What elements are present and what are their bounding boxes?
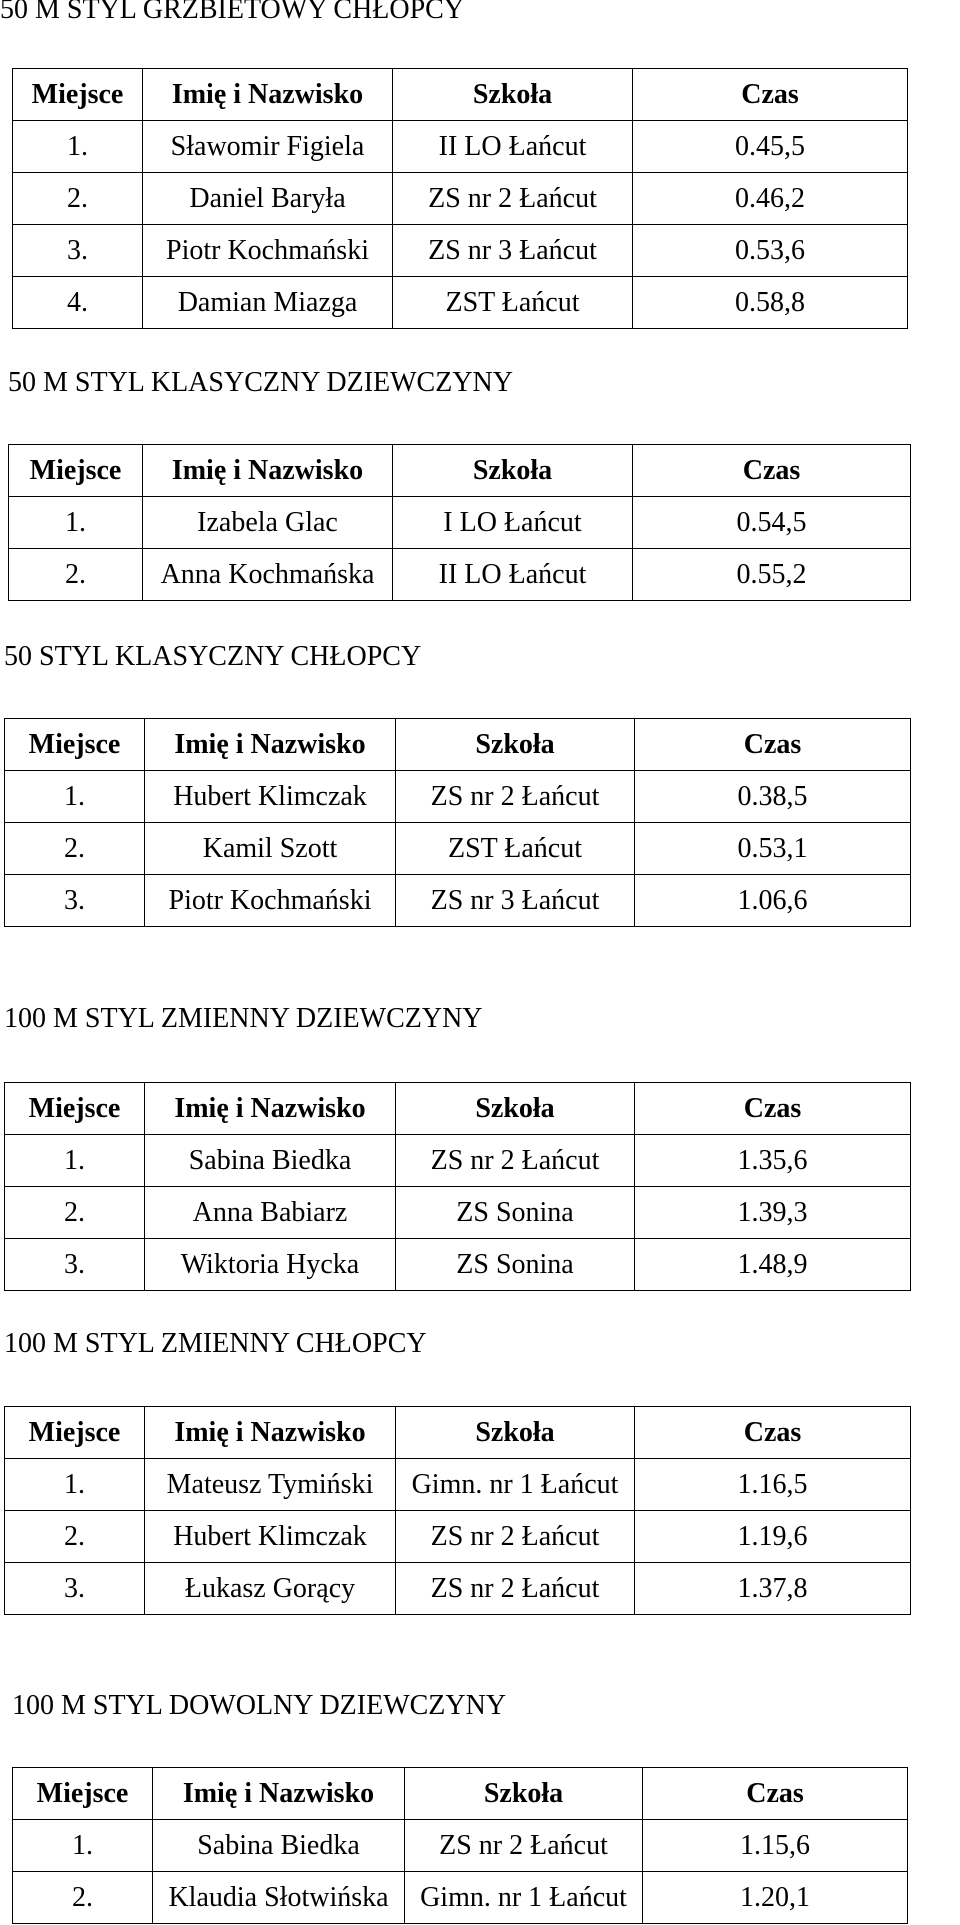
table-cell: 3. bbox=[13, 225, 143, 277]
table-cell: ZS nr 2 Łańcut bbox=[393, 173, 633, 225]
table-cell: ZS nr 2 Łańcut bbox=[396, 1135, 635, 1187]
table-cell: Łukasz Gorący bbox=[145, 1563, 396, 1615]
table-cell: Damian Miazga bbox=[143, 277, 393, 329]
table-row bbox=[13, 121, 908, 173]
table-header-row bbox=[9, 445, 911, 497]
table-row bbox=[5, 1459, 911, 1511]
results-table bbox=[4, 1406, 911, 1615]
column-header: Imię i Nazwisko bbox=[143, 445, 393, 497]
table-cell: Hubert Klimczak bbox=[145, 771, 396, 823]
section-title: 100 M STYL ZMIENNY DZIEWCZYNY bbox=[4, 1003, 483, 1034]
table-cell: 1.15,6 bbox=[643, 1820, 908, 1872]
table-cell: ZST Łańcut bbox=[393, 277, 633, 329]
table-cell: 2. bbox=[9, 549, 143, 601]
column-header: Szkoła bbox=[396, 1083, 635, 1135]
table-row bbox=[5, 1563, 911, 1615]
table-cell: 1. bbox=[5, 1459, 145, 1511]
table-cell: ZS nr 2 Łańcut bbox=[405, 1820, 643, 1872]
table-cell: 1.39,3 bbox=[635, 1187, 911, 1239]
column-header: Czas bbox=[635, 1083, 911, 1135]
table-cell: Daniel Baryła bbox=[143, 173, 393, 225]
table-header-row bbox=[13, 69, 908, 121]
table-row bbox=[9, 549, 911, 601]
table-cell: 4. bbox=[13, 277, 143, 329]
table-cell: ZS nr 2 Łańcut bbox=[396, 1563, 635, 1615]
table-cell: II LO Łańcut bbox=[393, 121, 633, 173]
column-header: Miejsce bbox=[13, 69, 143, 121]
table-cell: 1.19,6 bbox=[635, 1511, 911, 1563]
column-header: Miejsce bbox=[13, 1768, 153, 1820]
table-cell: 0.54,5 bbox=[633, 497, 911, 549]
table-header-row bbox=[5, 1083, 911, 1135]
column-header: Miejsce bbox=[5, 719, 145, 771]
table-header-row bbox=[13, 1768, 908, 1820]
table-cell: 0.53,1 bbox=[635, 823, 911, 875]
column-header: Szkoła bbox=[405, 1768, 643, 1820]
column-header: Szkoła bbox=[393, 69, 633, 121]
table-row bbox=[13, 225, 908, 277]
table-cell: 3. bbox=[5, 875, 145, 927]
table-cell: 1.48,9 bbox=[635, 1239, 911, 1291]
table-cell: Sabina Biedka bbox=[153, 1820, 405, 1872]
table-cell: Hubert Klimczak bbox=[145, 1511, 396, 1563]
table-cell: ZS nr 3 Łańcut bbox=[393, 225, 633, 277]
table-cell: 0.58,8 bbox=[633, 277, 908, 329]
column-header: Imię i Nazwisko bbox=[145, 719, 396, 771]
column-header: Czas bbox=[635, 719, 911, 771]
table-cell: 1. bbox=[5, 1135, 145, 1187]
table-cell: 0.45,5 bbox=[633, 121, 908, 173]
column-header: Miejsce bbox=[5, 1083, 145, 1135]
table-cell: 1. bbox=[13, 121, 143, 173]
table-cell: Klaudia Słotwińska bbox=[153, 1872, 405, 1924]
column-header: Imię i Nazwisko bbox=[143, 69, 393, 121]
table-cell: I LO Łańcut bbox=[393, 497, 633, 549]
table-cell: Wiktoria Hycka bbox=[145, 1239, 396, 1291]
table-cell: 0.38,5 bbox=[635, 771, 911, 823]
column-header: Czas bbox=[633, 69, 908, 121]
table-cell: 0.53,6 bbox=[633, 225, 908, 277]
table-cell: ZS nr 3 Łańcut bbox=[396, 875, 635, 927]
table-row bbox=[5, 1239, 911, 1291]
section-title: 50 M STYL KLASYCZNY DZIEWCZYNY bbox=[8, 367, 513, 398]
table-cell: 2. bbox=[13, 1872, 153, 1924]
table-cell: ZS Sonina bbox=[396, 1187, 635, 1239]
table-cell: 3. bbox=[5, 1239, 145, 1291]
column-header: Szkoła bbox=[396, 1407, 635, 1459]
table-cell: Sabina Biedka bbox=[145, 1135, 396, 1187]
table-row bbox=[5, 823, 911, 875]
section-title: 50 M STYL GRZBIETOWY CHŁOPCY bbox=[0, 0, 465, 25]
table-cell: Gimn. nr 1 Łańcut bbox=[396, 1459, 635, 1511]
table-cell: 0.46,2 bbox=[633, 173, 908, 225]
table-row bbox=[9, 497, 911, 549]
table-row bbox=[5, 1187, 911, 1239]
table-cell: ZS nr 2 Łańcut bbox=[396, 1511, 635, 1563]
table-row bbox=[5, 771, 911, 823]
table-cell: Anna Babiarz bbox=[145, 1187, 396, 1239]
table-cell: Gimn. nr 1 Łańcut bbox=[405, 1872, 643, 1924]
column-header: Miejsce bbox=[5, 1407, 145, 1459]
column-header: Czas bbox=[643, 1768, 908, 1820]
results-table bbox=[12, 68, 908, 329]
table-cell: ZST Łańcut bbox=[396, 823, 635, 875]
section-title: 50 STYL KLASYCZNY CHŁOPCY bbox=[4, 641, 422, 672]
table-row bbox=[5, 875, 911, 927]
section-title: 100 M STYL ZMIENNY CHŁOPCY bbox=[4, 1328, 427, 1359]
table-cell: 2. bbox=[5, 1511, 145, 1563]
table-cell: Mateusz Tymiński bbox=[145, 1459, 396, 1511]
table-cell: ZS Sonina bbox=[396, 1239, 635, 1291]
table-cell: 2. bbox=[5, 823, 145, 875]
table-cell: 1. bbox=[13, 1820, 153, 1872]
results-table bbox=[4, 718, 911, 927]
table-row bbox=[5, 1135, 911, 1187]
table-cell: 0.55,2 bbox=[633, 549, 911, 601]
table-row bbox=[13, 173, 908, 225]
column-header: Szkoła bbox=[396, 719, 635, 771]
table-cell: 1.20,1 bbox=[643, 1872, 908, 1924]
table-cell: II LO Łańcut bbox=[393, 549, 633, 601]
table-row bbox=[13, 277, 908, 329]
column-header: Imię i Nazwisko bbox=[145, 1407, 396, 1459]
table-cell: 1.37,8 bbox=[635, 1563, 911, 1615]
table-row bbox=[13, 1820, 908, 1872]
table-cell: 3. bbox=[5, 1563, 145, 1615]
column-header: Czas bbox=[633, 445, 911, 497]
table-cell: Piotr Kochmański bbox=[145, 875, 396, 927]
results-table bbox=[4, 1082, 911, 1291]
column-header: Szkoła bbox=[393, 445, 633, 497]
table-header-row bbox=[5, 719, 911, 771]
table-cell: 1. bbox=[5, 771, 145, 823]
table-cell: 1.35,6 bbox=[635, 1135, 911, 1187]
section-title: 100 M STYL DOWOLNY DZIEWCZYNY bbox=[12, 1690, 507, 1721]
table-cell: 2. bbox=[5, 1187, 145, 1239]
table-cell: 1. bbox=[9, 497, 143, 549]
table-cell: Piotr Kochmański bbox=[143, 225, 393, 277]
table-cell: Kamil Szott bbox=[145, 823, 396, 875]
table-cell: Sławomir Figiela bbox=[143, 121, 393, 173]
table-row bbox=[13, 1872, 908, 1924]
table-cell: ZS nr 2 Łańcut bbox=[396, 771, 635, 823]
column-header: Imię i Nazwisko bbox=[145, 1083, 396, 1135]
table-cell: Izabela Glac bbox=[143, 497, 393, 549]
table-row bbox=[5, 1511, 911, 1563]
table-cell: Anna Kochmańska bbox=[143, 549, 393, 601]
table-cell: 1.16,5 bbox=[635, 1459, 911, 1511]
table-header-row bbox=[5, 1407, 911, 1459]
table-cell: 2. bbox=[13, 173, 143, 225]
column-header: Imię i Nazwisko bbox=[153, 1768, 405, 1820]
table-cell: 1.06,6 bbox=[635, 875, 911, 927]
column-header: Czas bbox=[635, 1407, 911, 1459]
results-table bbox=[8, 444, 911, 601]
results-table bbox=[12, 1767, 908, 1924]
column-header: Miejsce bbox=[9, 445, 143, 497]
